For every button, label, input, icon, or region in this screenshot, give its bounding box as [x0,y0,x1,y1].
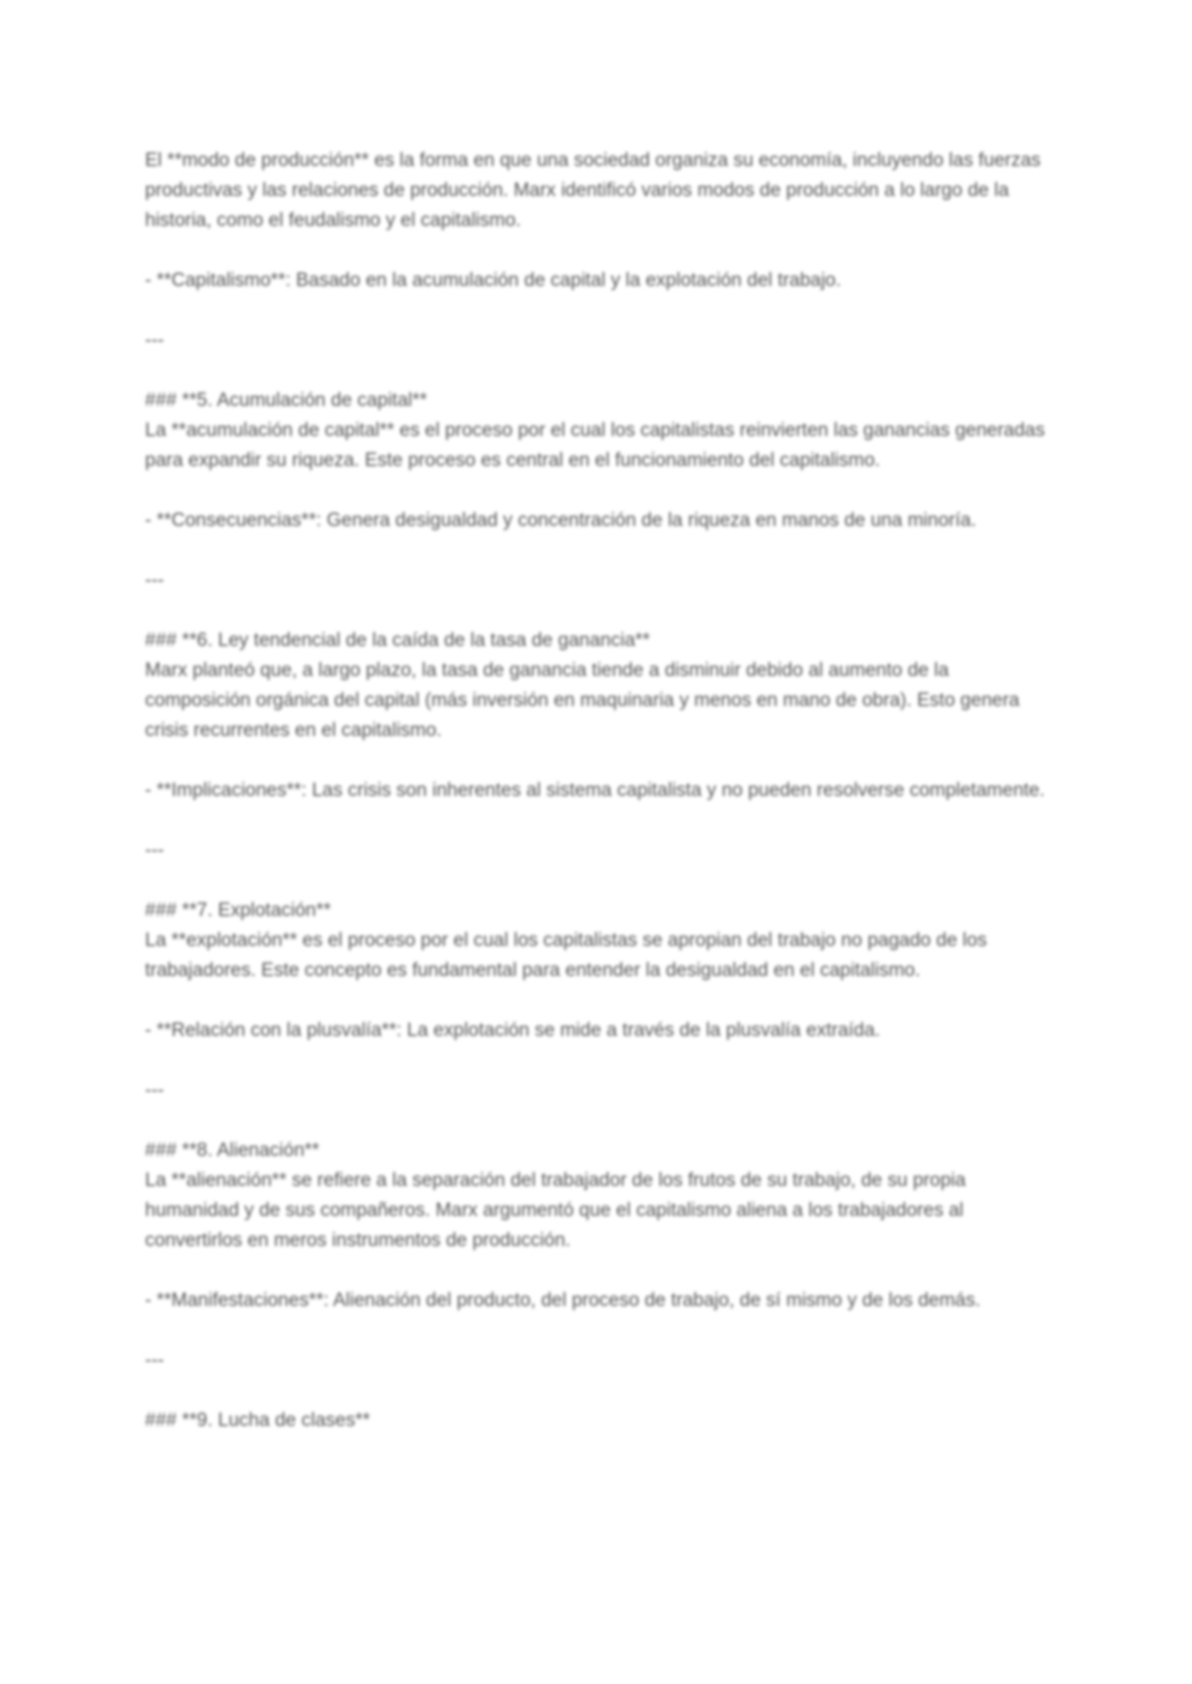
separator: --- [145,1080,164,1101]
section-heading: ### **9. Lucha de clases** [145,1410,370,1431]
paragraph: La **alienación** se refiere a la separación del trabajador de los frutos de su trabajo, de su propia humanidad y de sus compañeros. Marx argumentó que el capitalismo aliena a los trabajadores al convertirlos en meros instrumentos de producción. [145,1170,971,1251]
bullet-item: - **Relación con la plusvalía**: La explotación se mide a través de la plusvalía extraída. [145,1020,881,1041]
paragraph: La **explotación** es el proceso por el cual los capitalistas se apropian del trabajo no pagado de los trabajadores. Este concepto es fundamental para entender la desigualdad en el capitalismo. [145,930,993,981]
bullet-item: - **Capitalismo**: Basado en la acumulación de capital y la explotación del trabajo. [145,270,842,291]
paragraph: La **acumulación de capital** es el proceso por el cual los capitalistas reinvierten las ganancias generadas para expandir su riqueza. Este proceso es central en el funcionamiento del capitalismo. [145,420,1051,471]
section-heading: ### **6. Ley tendencial de la caída de la tasa de ganancia** [145,630,650,651]
bullet-item: - **Implicaciones**: Las crisis son inherentes al sistema capitalista y no pueden resolverse completamente. [145,780,1045,801]
separator: --- [145,570,164,591]
bullet-item: - **Consecuencias**: Genera desigualdad y concentración de la riqueza en manos de una minoría. [145,510,977,531]
separator: --- [145,330,164,351]
paragraph: Marx planteó que, a largo plazo, la tasa de ganancia tiende a disminuir debido al aumento de la composición orgánica del capital (más inversión en maquinaria y menos en mano de obra). Esto genera crisis recurrentes en el capitalismo. [145,660,1025,741]
section-heading: ### **5. Acumulación de capital** [145,390,428,411]
bullet-item: - **Manifestaciones**: Alienación del producto, del proceso de trabajo, de sí mismo y de los demás. [145,1290,981,1311]
paragraph: El **modo de producción** es la forma en que una sociedad organiza su economía, incluyendo las fuerzas productivas y las relaciones de producción. Marx identificó varios modos de producción a lo largo de la historia, como el feudalismo y el capitalismo. [145,150,1046,231]
separator: --- [145,1350,164,1371]
separator: --- [145,840,164,861]
section-heading: ### **8. Alienación** [145,1140,320,1161]
section-heading: ### **7. Explotación** [145,900,331,921]
document-content [145,146,1051,1436]
